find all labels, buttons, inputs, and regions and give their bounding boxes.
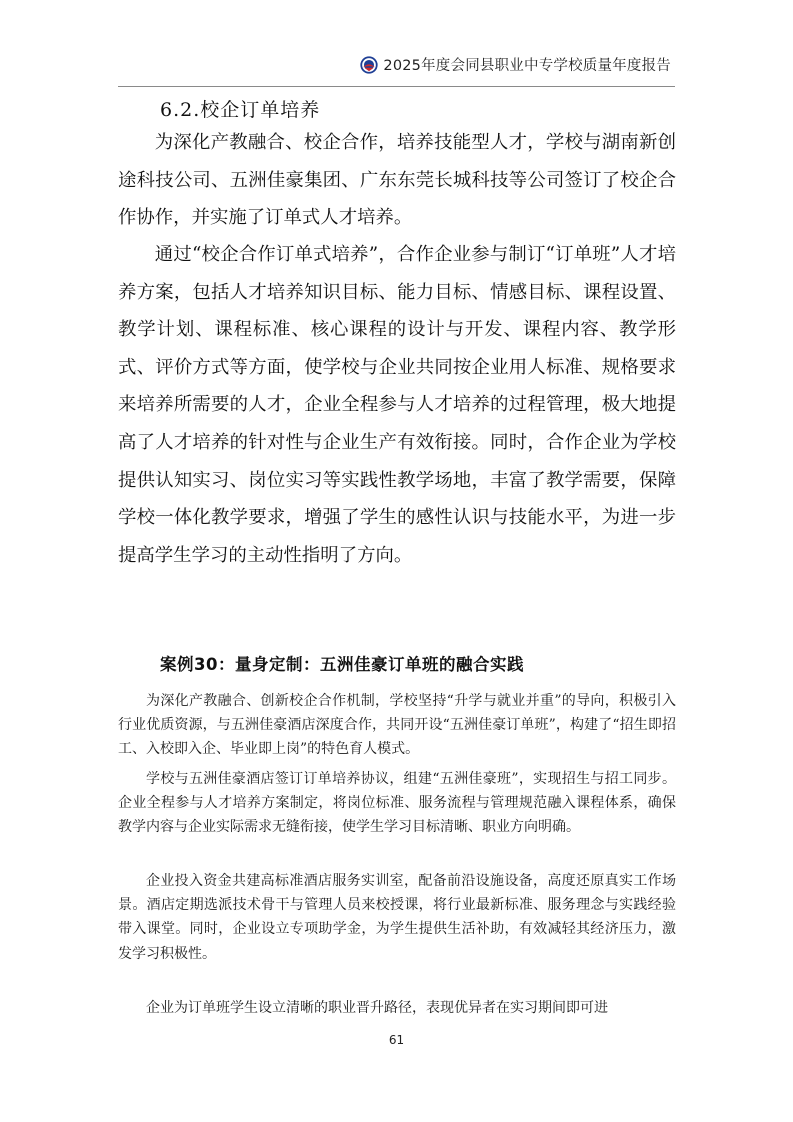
paragraph-text: 为深化产教融合、创新校企合作机制，学校坚持“升学与就业并重”的导向，积极引入行业优质资源，与五洲佳豪酒店深度合作，共同开设“五洲佳豪订单班”，构建了“招生即招工、入校即入企、毕业即上岗”的特色育人模式。 xyxy=(118,693,676,758)
header-divider xyxy=(118,86,675,87)
paragraph-text: 企业投入资金共建高标准酒店服务实训室，配备前沿设施设备，高度还原真实工作场景。酒店定期选派技术骨干与管理人员来校授课，将行业最新标准、服务理念与实践经验带入课堂。同时，企业设立专项助学金，为学生提供生活补助，有效减轻其经济压力，激发学习积极性。 xyxy=(118,873,676,962)
paragraph-text: 为深化产教融合、校企合作，培养技能型人才，学校与湖南新创途科技公司、五洲佳豪集团、广东东莞长城科技等公司签订了校企合作协作，并实施了订单式人才培养。 xyxy=(118,132,676,229)
case-title: 案例30：量身定制：五洲佳豪订单班的融合实践 xyxy=(160,655,524,674)
page-number: 61 xyxy=(388,1033,405,1047)
header-inner xyxy=(360,54,671,75)
school-logo-icon xyxy=(360,56,378,74)
paragraph-text: 通过“校企合作订单式培养”，合作企业参与制订“订单班”人才培养方案，包括人才培养知识目标、能力目标、情感目标、课程设置、教学计划、课程标准、核心课程的设计与开发、课程内容、教学形式、评价方式等方面，使学校与企业共同按企业用人标准、规格要求来培养所需要的人才，企业全程参与人才培养的过程管理，极大地提高了人才培养的针对性与企业生产有效衔接。同时，合作企业为学校提供认知实习、岗位实习等实践性教学场地，丰富了教学需要，保障学校一体化教学要求，增强了学生的感性认识与技能水平，为进一步提高学生学习的主动性指明了方向。 xyxy=(118,244,676,566)
section-paragraph-2 xyxy=(118,236,676,574)
section-paragraph-1 xyxy=(118,124,676,237)
case-paragraph-3 xyxy=(118,869,676,966)
case-paragraph-2 xyxy=(118,767,676,840)
section-heading: 6.2.校企订单培养 xyxy=(160,99,321,121)
paragraph-text: 学校与五洲佳豪酒店签订订单培养协议，组建“五洲佳豪班”，实现招生与招工同步。企业全程参与人才培养方案制定，将岗位标准、服务流程与管理规范融入课程体系，确保教学内容与企业实际需求无缝衔接，使学生学习目标清晰、职业方向明确。 xyxy=(118,771,676,836)
paragraph-text: 企业为订单班学生设立清晰的职业晋升路径，表现优异者在实习期间即可进 xyxy=(146,1000,608,1016)
page-header xyxy=(118,50,675,84)
case-paragraph-1 xyxy=(118,689,676,762)
report-title: 2025年度会同县职业中专学校质量年度报告 xyxy=(383,58,671,74)
case-paragraph-4 xyxy=(118,996,676,1020)
